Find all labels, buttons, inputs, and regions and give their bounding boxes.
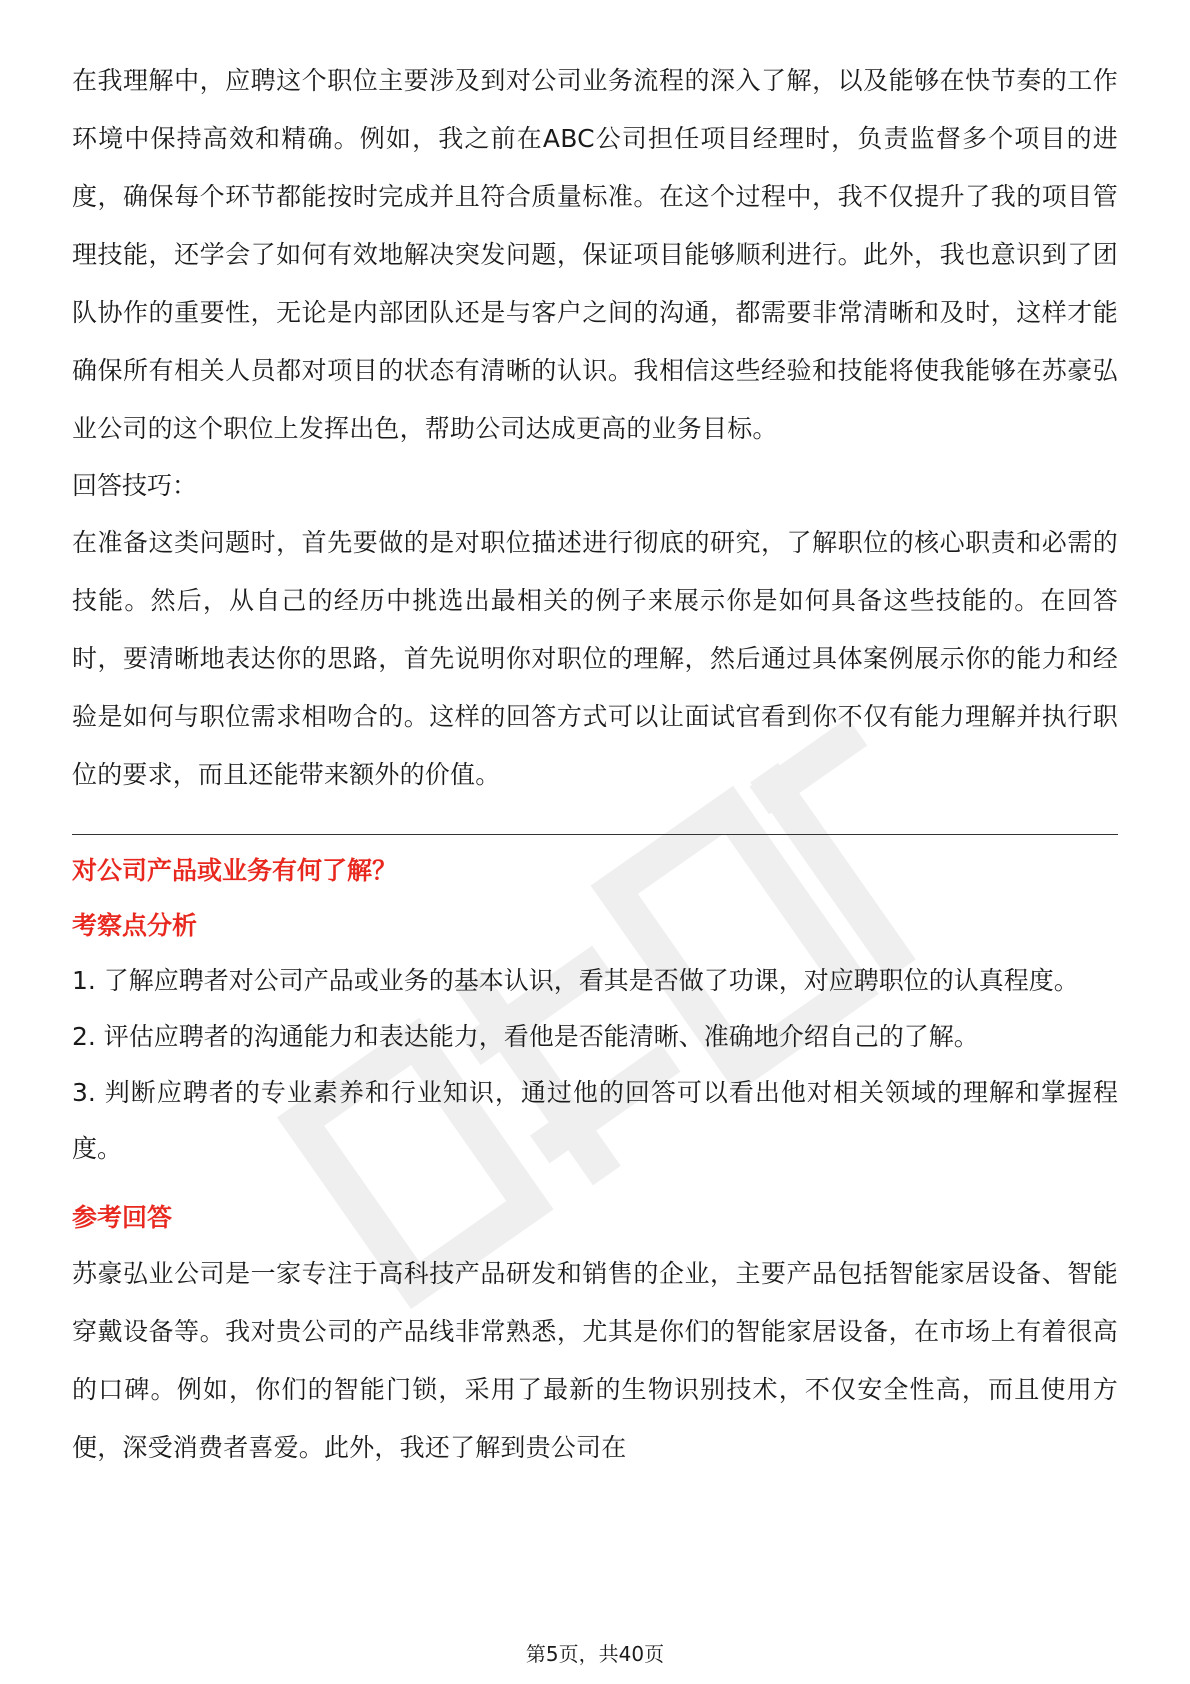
section-divider <box>72 834 1118 835</box>
document-page <box>72 52 1118 1477</box>
answer-paragraph: 苏豪弘业公司是一家专注于高科技产品研发和销售的企业，主要产品包括智能家居设备、智能穿戴设备等。我对贵公司的产品线非常熟悉，尤其是你们的智能家居设备，在市场上有着很高的口碑。例如，你们的智能门锁，采用了最新的生物识别技术，不仅安全性高，而且使用方便，深受消费者喜爱。此外，我还了解到贵公司在 <box>72 1259 1118 1462</box>
analysis-item: 2. 评估应聘者的沟通能力和表达能力，看他是否能清晰、准确地介绍自己的了解。 <box>72 1022 979 1051</box>
answer-title: 参考回答 <box>72 1203 173 1232</box>
page-footer: 第5页，共40页 <box>525 1642 665 1666</box>
question-heading: 对公司产品或业务有何了解？ <box>72 856 398 885</box>
analysis-item: 1. 了解应聘者对公司产品或业务的基本认识，看其是否做了功课，对应聘职位的认真程度。 <box>72 966 1079 995</box>
analysis-item: 3. 判断应聘者的专业素养和行业知识，通过他的回答可以看出他对相关领域的理解和掌握程度。 <box>72 1078 1118 1163</box>
tips-paragraph: 在准备这类问题时，首先要做的是对职位描述进行彻底的研究，了解职位的核心职责和必需的技能。然后，从自己的经历中挑选出最相关的例子来展示你是如何具备这些技能的。在回答时，要清晰地表达你的思路，首先说明你对职位的理解，然后通过具体案例展示你的能力和经验是如何与职位需求相吻合的。这样的回答方式可以让面试官看到你不仅有能力理解并执行职位的要求，而且还能带来额外的价值。 <box>72 528 1118 789</box>
analysis-title: 考察点分析 <box>72 911 198 940</box>
intro-paragraph: 在我理解中，应聘这个职位主要涉及到对公司业务流程的深入了解，以及能够在快节奏的工作环境中保持高效和精确。例如，我之前在ABC公司担任项目经理时，负责监督多个项目的进度，确保每个环节都能按时完成并且符合质量标准。在这个过程中，我不仅提升了我的项目管理技能，还学会了如何有效地解决突发问题，保证项目能够顺利进行。此外，我也意识到了团队协作的重要性，无论是内部团队还是与客户之间的沟通，都需要非常清晰和及时，这样才能确保所有相关人员都对项目的状态有清晰的认识。我相信这些经验和技能将使我能够在苏豪弘业公司的这个职位上发挥出色，帮助公司达成更高的业务目标。 <box>72 66 1118 443</box>
tips-label: 回答技巧： <box>72 471 198 500</box>
